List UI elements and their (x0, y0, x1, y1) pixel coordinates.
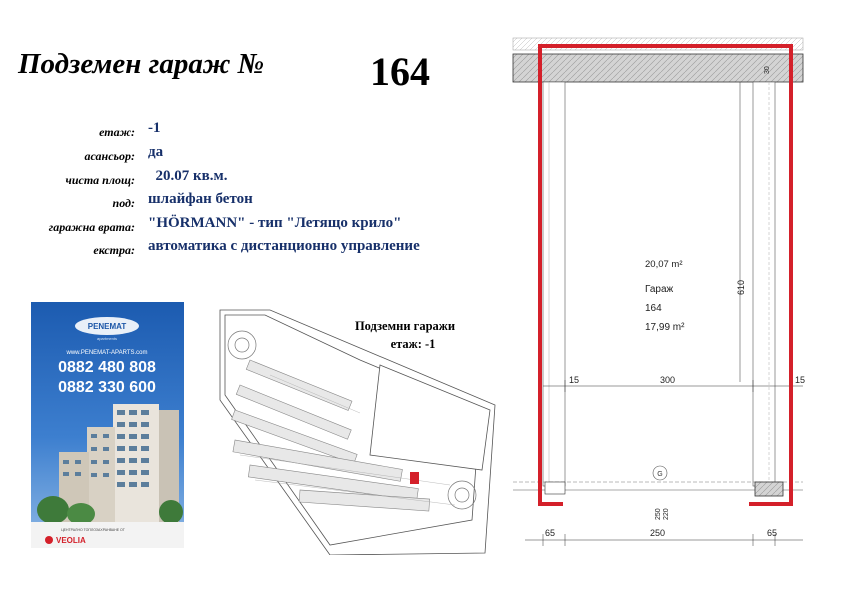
ad-brand-sub: apartments (96, 336, 118, 341)
dim-wall-top: 30 (764, 66, 771, 74)
ad-artwork (31, 302, 184, 548)
top-wall (513, 54, 803, 82)
property-label: екстра: (93, 243, 135, 257)
property-value: да (148, 144, 164, 160)
floor-plan-drawing (505, 30, 805, 550)
room-area: 17,99 m² (645, 322, 685, 333)
right-wall (753, 82, 775, 486)
property-label: чиста площ: (65, 173, 135, 187)
veolia-logo-icon (45, 536, 53, 544)
property-label: етаж: (99, 125, 135, 139)
door-post (755, 482, 783, 496)
dim-vertical-1: 250 (655, 508, 662, 520)
site-plan-drawing (210, 305, 500, 555)
area-total: 20,07 m² (645, 259, 683, 270)
dim-bottom-left: 65 (545, 528, 556, 538)
ad-partner: VEOLIA (56, 536, 86, 545)
grid-axis-label: G (657, 471, 663, 478)
ad-footer-text: ЦЕНТРАЛНО ТОПЛОЗАХРАНВАНЕ ОТ (61, 528, 125, 532)
ad-banner (31, 302, 184, 548)
room-name: Гараж (645, 284, 674, 295)
left-wall (543, 82, 565, 486)
property-value: автоматика с дистанционно управление (148, 238, 420, 254)
property-value: "HÖRMANN" - тип "Летящо крило" (148, 215, 402, 231)
dim-width: 300 (660, 375, 676, 385)
dim-vertical-2: 220 (663, 508, 670, 520)
property-value: -1 (148, 120, 161, 136)
site-plan-title: Подземни гаражи (354, 319, 456, 333)
garage-location-marker (410, 472, 419, 484)
ad-url: www.PENEMAT-APARTS.com (66, 350, 148, 356)
property-value: 20.07 кв.м. (148, 168, 228, 184)
dim-left: 15 (569, 375, 580, 385)
page-title: Подземен гараж № (18, 48, 265, 80)
dim-right: 15 (795, 375, 805, 385)
property-value: шлайфан бетон (148, 191, 253, 207)
ad-phone-2: 0882 330 600 (58, 379, 156, 396)
property-label: под: (112, 196, 135, 210)
floor-plan (505, 30, 805, 550)
room-number: 164 (645, 303, 662, 314)
dim-bottom-right: 65 (767, 528, 778, 538)
dim-bottom-mid: 250 (650, 528, 666, 538)
property-label: асансьор: (84, 149, 135, 163)
property-label: гаражна врата: (48, 220, 135, 234)
site-plan (210, 305, 500, 555)
ad-phone-1: 0882 480 808 (58, 359, 156, 376)
dim-height: 610 (736, 279, 746, 295)
site-plan-subtitle: етаж: -1 (390, 337, 436, 351)
ad-brand: PENEMAT (87, 322, 127, 331)
garage-number: 164 (370, 49, 430, 94)
